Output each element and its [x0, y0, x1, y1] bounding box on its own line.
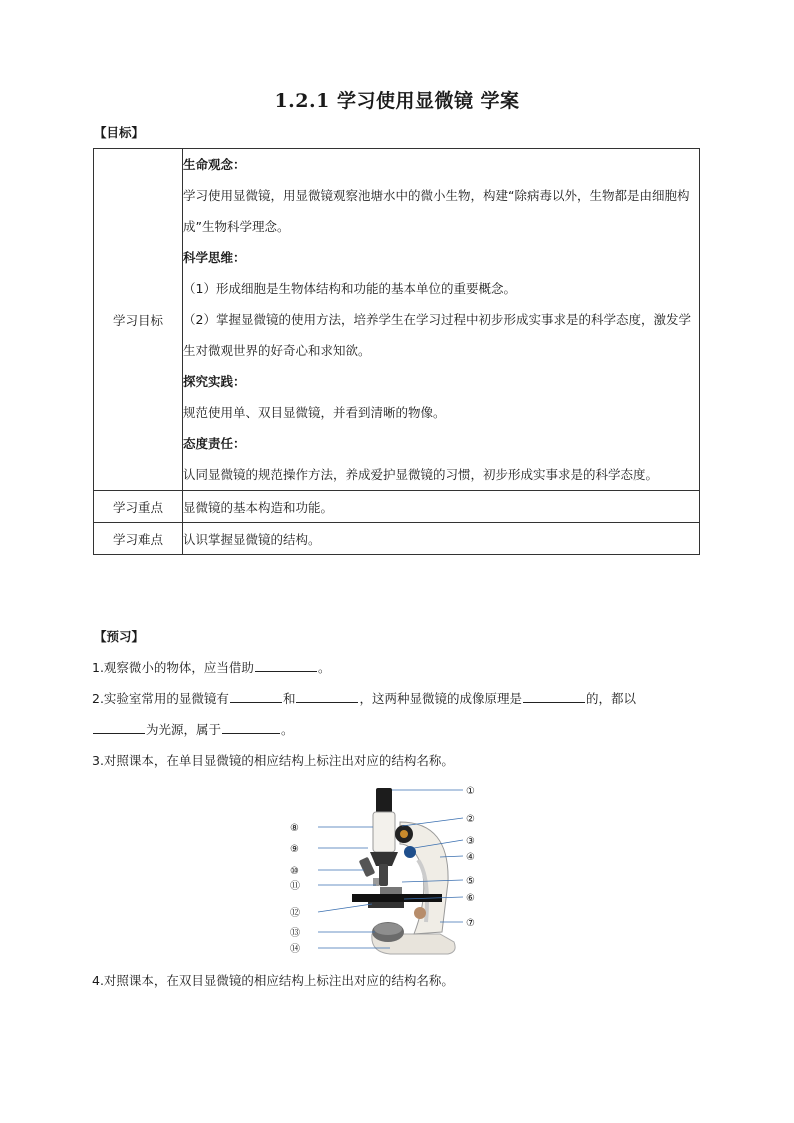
goals-row-body	[183, 149, 700, 491]
stage-clip-knob	[414, 907, 426, 919]
question-1-text: 1.观察微小的物体，应当借助	[92, 660, 254, 675]
answer-blank[interactable]	[230, 688, 282, 703]
key-point-text: 显微镜的基本构造和功能。	[183, 491, 700, 523]
answer-blank[interactable]	[222, 719, 280, 734]
label-3: ③	[466, 836, 475, 847]
goal-category-life: 生命观念：	[183, 157, 246, 172]
label-7: ⑦	[466, 918, 475, 929]
question-2-text-f: 。	[281, 722, 294, 737]
monocular-microscope-diagram	[280, 782, 490, 962]
goals-row-head: 学习目标	[94, 149, 183, 491]
question-2-text-e: 为光源，属于	[146, 722, 222, 737]
goal-text-thinking-2: （2）掌握显微镜的使用方法，培养学生在学习过程中初步形成实事求是的科学态度，激发学生对微观世界的好奇心和求知欲。	[183, 312, 691, 358]
question-2-text-a: 2.实验室常用的显微镜有	[92, 691, 229, 706]
label-2: ②	[466, 814, 475, 825]
label-12: ⑫	[290, 908, 300, 919]
nosepiece	[370, 852, 398, 866]
question-1-end: 。	[317, 660, 331, 675]
answer-blank[interactable]	[523, 688, 585, 703]
goal-category-thinking: 科学思维：	[183, 250, 246, 265]
label-13: ⑬	[290, 928, 300, 939]
label-9: ⑨	[290, 844, 299, 855]
question-2-text-b: 和	[282, 691, 296, 706]
difficulty-text: 认识掌握显微镜的结构。	[183, 523, 700, 555]
label-6: ⑥	[466, 893, 475, 904]
goal-text-attitude: 认同显微镜的规范操作方法，养成爱护显微镜的习惯，初步形成实事求是的科学态度。	[183, 467, 659, 482]
label-8: ⑧	[290, 823, 299, 834]
section-goals-label: 【目标】	[94, 125, 145, 140]
goal-text-thinking-1: （1）形成细胞是生物体结构和功能的基本单位的重要概念。	[183, 281, 516, 296]
label-5: ⑤	[466, 876, 475, 887]
answer-blank[interactable]	[296, 688, 358, 703]
goal-text-practice: 规范使用单、双目显微镜，并看到清晰的物像。	[183, 405, 446, 420]
question-1	[92, 652, 704, 683]
question-2-text-c: ，这两种显微镜的成像原理是	[359, 691, 522, 706]
label-14: ⑭	[290, 944, 300, 955]
label-11: ⑪	[290, 881, 300, 892]
question-4: 4.对照课本，在双目显微镜的相应结构上标注出对应的结构名称。	[92, 973, 454, 988]
question-3: 3.对照课本，在单目显微镜的相应结构上标注出对应的结构名称。	[92, 753, 454, 768]
lens-tube	[373, 812, 395, 852]
goal-text-life: 学习使用显微镜，用显微镜观察池塘水中的微小生物，构建“除病毒以外，生物都是由细胞构成”生物科学理念。	[183, 188, 690, 234]
answer-blank[interactable]	[255, 657, 317, 672]
goal-category-attitude: 态度责任：	[183, 436, 246, 451]
question-2	[92, 683, 704, 745]
goal-category-practice: 探究实践：	[183, 374, 246, 389]
key-point-head: 学习重点	[94, 491, 183, 523]
label-1: ①	[466, 786, 475, 797]
goals-table	[93, 148, 700, 555]
difficulty-head: 学习难点	[94, 523, 183, 555]
question-2-text-d: 的，都以	[585, 691, 636, 706]
label-10: ⑩	[290, 866, 299, 877]
label-4: ④	[466, 852, 475, 863]
answer-blank[interactable]	[93, 719, 145, 734]
objective-lens	[359, 857, 376, 878]
section-preview-label: 【预习】	[94, 629, 145, 644]
page-title: 1.2.1 学习使用显微镜 学案	[274, 90, 520, 112]
